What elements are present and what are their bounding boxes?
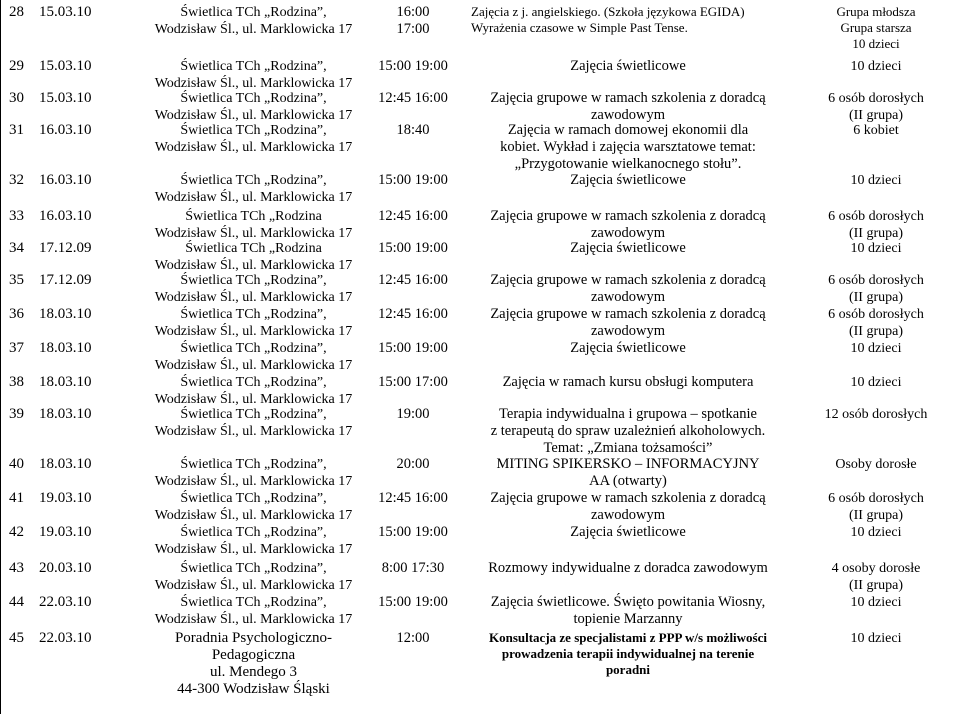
row-date: 18.03.10 — [39, 340, 92, 356]
row-date: 16.03.10 — [39, 172, 92, 188]
row-place — [151, 208, 356, 242]
row-place-line: Świetlica TCh „Rodzina — [185, 209, 322, 224]
row-description-line: Zajęcia grupowe w ramach szkolenia z doradcą — [490, 490, 766, 506]
row-description-line: „Przygotowanie wielkanocnego stołu”. — [514, 156, 742, 172]
row-place-line: ul. Mendego 3 — [209, 664, 298, 680]
row-time — [358, 456, 468, 473]
row-place-line: Wodzisław Śl., ul. Marklowicka 17 — [154, 190, 353, 205]
row-description-line: Wyrażenia czasowe w Simple Past Tense. — [471, 20, 688, 35]
row-date: 16.03.10 — [39, 208, 92, 224]
row-participants — [791, 594, 960, 611]
row-participants-line: 10 dzieci — [850, 173, 902, 188]
row-date: 19.03.10 — [39, 490, 92, 506]
row-description — [468, 240, 788, 257]
row-participants — [791, 172, 960, 189]
row-time — [358, 340, 468, 357]
row-description — [468, 172, 788, 189]
row-place-line: Wodzisław Śl., ul. Marklowicka 17 — [154, 226, 353, 241]
row-time-line: 12:45 16:00 — [378, 208, 448, 224]
row-participants — [791, 4, 960, 52]
row-description-line: zawodowym — [590, 323, 666, 339]
row-place-line: Poradnia Psychologiczno- — [174, 630, 333, 646]
row-time — [358, 560, 468, 577]
row-place-line: Świetlica TCh „Rodzina”, — [180, 457, 327, 472]
row-time-line: 12:45 16:00 — [378, 490, 448, 506]
row-description — [468, 594, 788, 628]
row-participants — [791, 406, 960, 423]
row-description — [468, 272, 788, 306]
row-date: 17.12.09 — [39, 272, 92, 288]
row-description-line: Terapia indywidualna i grupowa – spotkanie — [499, 406, 757, 422]
row-place-line: Świetlica TCh „Rodzina”, — [180, 307, 327, 322]
row-number: 41 — [9, 490, 24, 506]
row-place-line: Wodzisław Śl., ul. Marklowicka 17 — [154, 76, 353, 91]
row-participants — [791, 240, 960, 257]
row-description — [468, 340, 788, 357]
row-participants-line: 12 osób dorosłych — [824, 407, 928, 422]
row-place-line: Świetlica TCh „Rodzina”, — [180, 5, 327, 20]
row-time-line: 12:00 — [396, 630, 430, 646]
row-description — [468, 58, 788, 75]
row-place-line: Wodzisław Śl., ul. Marklowicka 17 — [154, 474, 353, 489]
row-date: 17.12.09 — [39, 240, 92, 256]
row-description-line: prowadzenia terapii indywidualnej na terenie — [501, 646, 755, 661]
row-time — [358, 58, 468, 75]
row-description-line: Zajęcia z j. angielskiego. (Szkoła językowa EGIDA) — [471, 4, 745, 19]
row-place — [151, 560, 356, 594]
row-participants — [791, 374, 960, 391]
row-time — [358, 630, 468, 647]
row-participants-line: (II grupa) — [848, 108, 904, 123]
row-date: 18.03.10 — [39, 374, 92, 390]
row-time-line: 17:00 — [396, 21, 430, 37]
row-place — [151, 456, 356, 490]
row-time-line: 15:00 19:00 — [378, 594, 448, 610]
row-description — [468, 406, 788, 457]
row-participants-line: 10 dzieci — [850, 631, 902, 646]
row-description-line: Zajęcia grupowe w ramach szkolenia z doradcą — [490, 306, 766, 322]
row-participants-line: Grupa młodsza — [836, 4, 916, 19]
row-place-line: Wodzisław Śl., ul. Marklowicka 17 — [154, 290, 353, 305]
row-description-line: topienie Marzanny — [573, 611, 683, 627]
row-number: 29 — [9, 58, 24, 74]
row-place-line: Wodzisław Śl., ul. Marklowicka 17 — [154, 140, 353, 155]
row-date: 18.03.10 — [39, 456, 92, 472]
row-place-line: Świetlica TCh „Rodzina”, — [180, 407, 327, 422]
row-date: 19.03.10 — [39, 524, 92, 540]
row-description — [468, 490, 788, 524]
row-time — [358, 240, 468, 257]
row-time-line: 12:45 16:00 — [378, 272, 448, 288]
row-participants — [791, 272, 960, 306]
row-participants-line: 10 dzieci — [850, 595, 902, 610]
row-participants-line: (II grupa) — [848, 226, 904, 241]
row-place — [151, 240, 356, 274]
row-date: 22.03.10 — [39, 630, 92, 646]
row-participants-line: 6 kobiet — [853, 123, 899, 138]
row-place-line: Świetlica TCh „Rodzina”, — [180, 341, 327, 356]
row-number: 44 — [9, 594, 24, 610]
row-place-line: Wodzisław Śl., ul. Marklowicka 17 — [154, 424, 353, 439]
row-description — [468, 306, 788, 340]
row-time-line: 18:40 — [396, 122, 430, 138]
row-place-line: Wodzisław Śl., ul. Marklowicka 17 — [154, 392, 353, 407]
row-description-line: Zajęcia grupowe w ramach szkolenia z doradcą — [490, 90, 766, 106]
row-time — [358, 524, 468, 541]
row-place — [151, 406, 356, 440]
row-participants-line: 6 osób dorosłych — [828, 491, 924, 506]
row-place-line: Świetlica TCh „Rodzina”, — [180, 525, 327, 540]
row-participants-line: 6 osób dorosłych — [828, 307, 924, 322]
row-place-line: Świetlica TCh „Rodzina”, — [180, 123, 327, 138]
row-place-line: Świetlica TCh „Rodzina”, — [180, 173, 327, 188]
row-participants-line: 6 osób dorosłych — [828, 209, 924, 224]
row-description — [468, 630, 788, 678]
row-place — [151, 172, 356, 206]
row-time — [358, 406, 468, 423]
row-place — [151, 122, 356, 156]
row-participants-line: (II grupa) — [848, 508, 904, 523]
row-date: 15.03.10 — [39, 58, 92, 74]
row-description-line: Zajęcia świetlicowe — [570, 524, 686, 540]
row-place — [151, 340, 356, 374]
row-place — [151, 490, 356, 524]
row-time — [358, 374, 468, 391]
row-participants-line: Osoby dorosłe — [835, 457, 917, 472]
row-description-line: Zajęcia świetlicowe. Święto powitania Wiosny, — [490, 594, 766, 610]
row-place-line: Świetlica TCh „Rodzina”, — [180, 59, 327, 74]
row-place-line: Świetlica TCh „Rodzina”, — [180, 91, 327, 106]
row-place-line: Świetlica TCh „Rodzina”, — [180, 595, 327, 610]
row-participants — [791, 630, 960, 647]
row-description-line: poradni — [605, 662, 651, 677]
row-place-line: Świetlica TCh „Rodzina”, — [180, 375, 327, 390]
row-time — [358, 4, 468, 38]
row-place-line: 44-300 Wodzisław Śląski — [177, 681, 330, 697]
row-description-line: Zajęcia w ramach kursu obsługi komputera — [502, 374, 754, 390]
row-description — [468, 524, 788, 541]
row-number: 34 — [9, 240, 24, 256]
row-place — [151, 4, 356, 38]
row-participants — [791, 122, 960, 139]
row-description-line: zawodowym — [590, 225, 666, 241]
row-participants-line: 10 dzieci — [852, 36, 900, 51]
row-place — [151, 58, 356, 92]
row-place-line: Wodzisław Śl., ul. Marklowicka 17 — [154, 22, 353, 37]
row-description — [468, 560, 788, 577]
row-time — [358, 208, 468, 225]
row-description-line: Zajęcia świetlicowe — [570, 340, 686, 356]
row-place-line: Wodzisław Śl., ul. Marklowicka 17 — [154, 324, 353, 339]
row-time-line: 15:00 19:00 — [378, 240, 448, 256]
row-time — [358, 90, 468, 107]
row-number: 28 — [9, 4, 24, 20]
row-description-line: zawodowym — [590, 507, 666, 523]
row-date: 18.03.10 — [39, 406, 92, 422]
row-place-line: Wodzisław Śl., ul. Marklowicka 17 — [154, 612, 353, 627]
row-time — [358, 122, 468, 139]
row-place — [151, 374, 356, 408]
row-place-line: Wodzisław Śl., ul. Marklowicka 17 — [154, 578, 353, 593]
row-description-line: kobiet. Wykład i zajęcia warsztatowe temat: — [500, 139, 756, 155]
row-date: 16.03.10 — [39, 122, 92, 138]
row-number: 38 — [9, 374, 24, 390]
row-participants — [791, 456, 960, 473]
row-place-line: Wodzisław Śl., ul. Marklowicka 17 — [154, 542, 353, 557]
row-description-line: Zajęcia grupowe w ramach szkolenia z doradcą — [490, 272, 766, 288]
row-description-line: Zajęcia świetlicowe — [570, 240, 686, 256]
row-place-line: Wodzisław Śl., ul. Marklowicka 17 — [154, 508, 353, 523]
row-place-line: Świetlica TCh „Rodzina”, — [180, 491, 327, 506]
row-time-line: 19:00 — [396, 406, 430, 422]
row-participants-line: 6 osób dorosłych — [828, 273, 924, 288]
row-participants-line: (II grupa) — [848, 578, 904, 593]
row-place — [151, 306, 356, 340]
row-number: 33 — [9, 208, 24, 224]
row-time — [358, 490, 468, 507]
row-description — [468, 374, 788, 391]
row-description-line: Konsultacja ze specjalistami z PPP w/s możliwości — [488, 630, 767, 645]
row-participants — [791, 208, 960, 242]
row-participants — [791, 90, 960, 124]
row-participants-line: 6 osób dorosłych — [828, 91, 924, 106]
row-number: 32 — [9, 172, 24, 188]
row-participants-line: 4 osoby dorosłe — [831, 561, 921, 576]
row-description-line: Zajęcia świetlicowe — [570, 172, 686, 188]
row-description — [468, 208, 788, 242]
row-time-line: 12:45 16:00 — [378, 90, 448, 106]
row-number: 36 — [9, 306, 24, 322]
row-participants — [791, 306, 960, 340]
row-description-line: AA (otwarty) — [589, 473, 667, 489]
row-description-line: Temat: „Zmiana tożsamości” — [543, 440, 713, 456]
row-description-line: MITING SPIKERSKO – INFORMACYJNY — [496, 456, 760, 472]
row-number: 39 — [9, 406, 24, 422]
row-time-line: 15:00 19:00 — [378, 524, 448, 540]
row-time-line: 20:00 — [396, 456, 430, 472]
row-date: 15.03.10 — [39, 4, 92, 20]
row-time-line: 12:45 16:00 — [378, 306, 448, 322]
row-time — [358, 272, 468, 289]
row-participants-line: 10 dzieci — [850, 59, 902, 74]
row-number: 45 — [9, 630, 24, 646]
row-place — [151, 630, 356, 698]
row-description-line: Zajęcia świetlicowe — [570, 58, 686, 74]
row-time-line: 16:00 — [396, 4, 430, 20]
row-participants-line: 10 dzieci — [850, 525, 902, 540]
row-date: 18.03.10 — [39, 306, 92, 322]
row-place-line: Świetlica TCh „Rodzina”, — [180, 561, 327, 576]
row-description — [468, 90, 788, 124]
row-description — [471, 4, 801, 36]
row-time — [358, 306, 468, 323]
row-time — [358, 172, 468, 189]
row-place-line: Wodzisław Śl., ul. Marklowicka 17 — [154, 358, 353, 373]
row-number: 42 — [9, 524, 24, 540]
row-participants — [791, 490, 960, 524]
row-number: 43 — [9, 560, 24, 576]
row-place-line: Wodzisław Śl., ul. Marklowicka 17 — [154, 108, 353, 123]
row-participants — [791, 340, 960, 357]
row-participants-line: (II grupa) — [848, 324, 904, 339]
row-participants-line: (II grupa) — [848, 290, 904, 305]
row-number: 30 — [9, 90, 24, 106]
row-participants-line: 10 dzieci — [850, 341, 902, 356]
row-place — [151, 272, 356, 306]
row-description-line: Rozmowy indywidualne z doradca zawodowym — [488, 560, 768, 576]
row-place — [151, 90, 356, 124]
row-time-line: 15:00 19:00 — [378, 58, 448, 74]
row-date: 20.03.10 — [39, 560, 92, 576]
row-participants-line: Grupa starsza — [840, 20, 912, 35]
row-number: 37 — [9, 340, 24, 356]
row-date: 15.03.10 — [39, 90, 92, 106]
row-place — [151, 594, 356, 628]
row-number: 31 — [9, 122, 24, 138]
row-description-line: Zajęcia w ramach domowej ekonomii dla — [507, 122, 749, 138]
row-time — [358, 594, 468, 611]
row-time-line: 8:00 17:30 — [381, 560, 445, 576]
row-description-line: z terapeutą do spraw uzależnień alkoholowych. — [490, 423, 766, 439]
row-time-line: 15:00 19:00 — [378, 340, 448, 356]
row-place-line: Świetlica TCh „Rodzina — [185, 241, 322, 256]
row-place — [151, 524, 356, 558]
row-date: 22.03.10 — [39, 594, 92, 610]
row-place-line: Wodzisław Śl., ul. Marklowicka 17 — [154, 258, 353, 273]
row-description — [468, 456, 788, 490]
row-participants — [791, 560, 960, 594]
row-description — [468, 122, 788, 173]
row-participants-line: 10 dzieci — [850, 241, 902, 256]
row-participants — [791, 524, 960, 541]
row-participants — [791, 58, 960, 75]
row-place-line: Świetlica TCh „Rodzina”, — [180, 273, 327, 288]
row-description-line: zawodowym — [590, 107, 666, 123]
row-number: 40 — [9, 456, 24, 472]
row-description-line: zawodowym — [590, 289, 666, 305]
row-number: 35 — [9, 272, 24, 288]
row-description-line: Zajęcia grupowe w ramach szkolenia z doradcą — [490, 208, 766, 224]
row-time-line: 15:00 19:00 — [378, 172, 448, 188]
row-participants-line: 10 dzieci — [850, 375, 902, 390]
row-time-line: 15:00 17:00 — [378, 374, 448, 390]
row-place-line: Pedagogiczna — [211, 647, 296, 663]
